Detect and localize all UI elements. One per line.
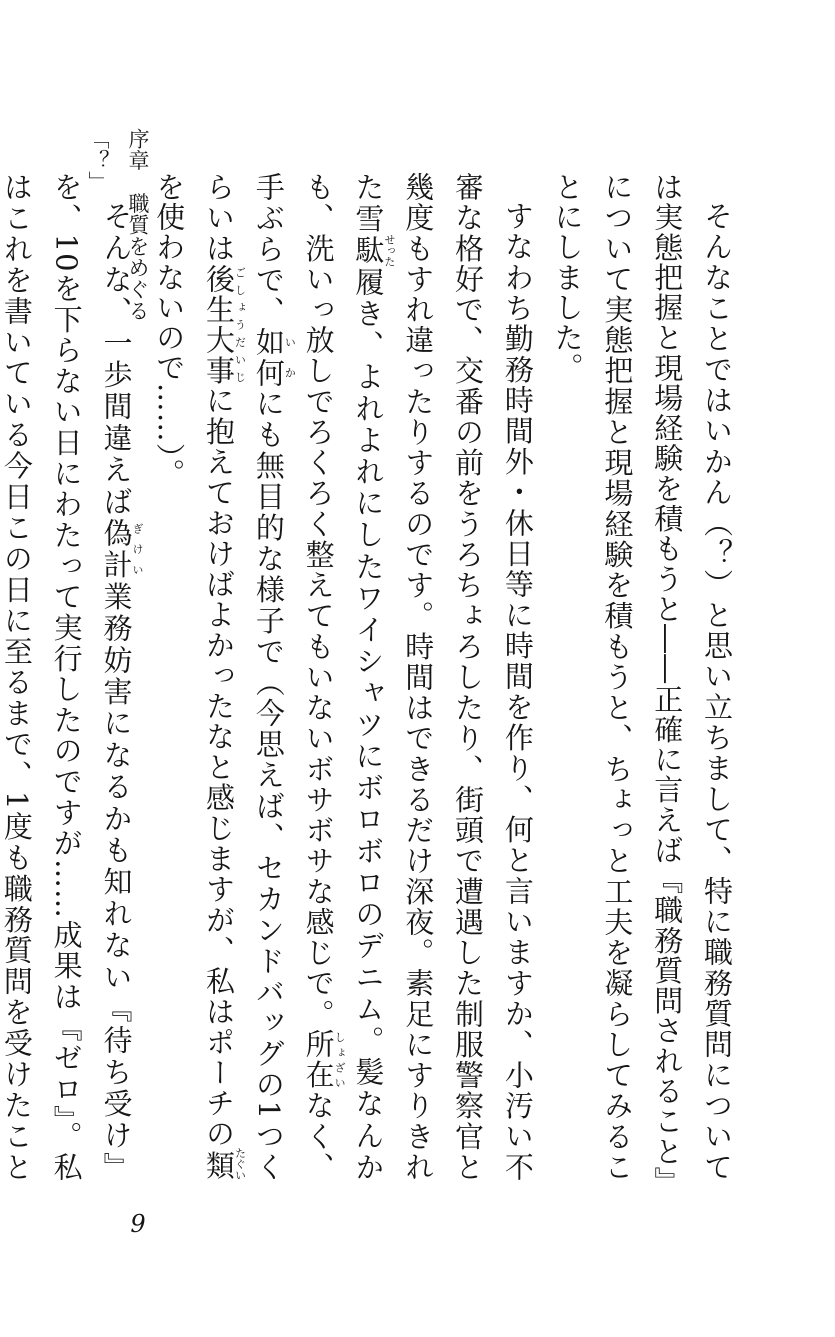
paragraph-3: そんな、一歩間違えば偽計ぎけい業務妨害になるかも知れない『待ち受け』を、10を下らない日にわたって実行したのですが……成果は『ゼロ』。私はこれを書いている今日この日に至るまで、1度も職務質問を受けたこと xyxy=(0,172,144,1183)
running-header: 序章 職質をめぐる「？」 xyxy=(86,128,150,322)
paragraph-2: すなわち勤務時間外・休日等に時間を作り、何と言いますか、小汚い不審な格好で、交番の前をうろちょろしたり、街頭で遭遇した制服警察官と幾度もすれ違ったりするのです。時間はできるだけ深夜。素足にすりきれた雪駄せった履き、よれよれにしたワイシャツにボロボロのデニム。髪なんかも、洗いっ放しでろくろく整えてもいないボサボサな感じで。所在しょざいなく、手ぶらで、如何いかにも無目的な様子で（今思えば、セカンドバッグの1つくらいは後生大事ごしょうだいじに抱えておけばよかったなと感じますが、私はポーチの類たぐいを使わないので……）。 xyxy=(152,172,535,1182)
ruby-setta: 駄せった xyxy=(351,233,396,267)
page-number: 9 xyxy=(130,1210,146,1238)
ruby-gikei: 偽計ぎけい xyxy=(99,517,144,582)
ruby-shozai: 所在しょざい xyxy=(301,1029,347,1091)
ruby-tagui: 類たぐい xyxy=(202,1147,247,1181)
body-text xyxy=(0,172,741,1183)
paragraph-1: そんなことではいかん（？）と思い立ちまして、特に職務質問については実態把握と現場経験を積もうと――正確に言えば『職務質問されること』について実態把握と現場経験を積もうと、ちょっと工夫を凝らしてみることにしました。 xyxy=(550,172,734,1182)
ruby-ika: 如何いか xyxy=(251,326,297,389)
ruby-goshodaiji: 後生大事ごしょうだいじ xyxy=(202,263,247,386)
